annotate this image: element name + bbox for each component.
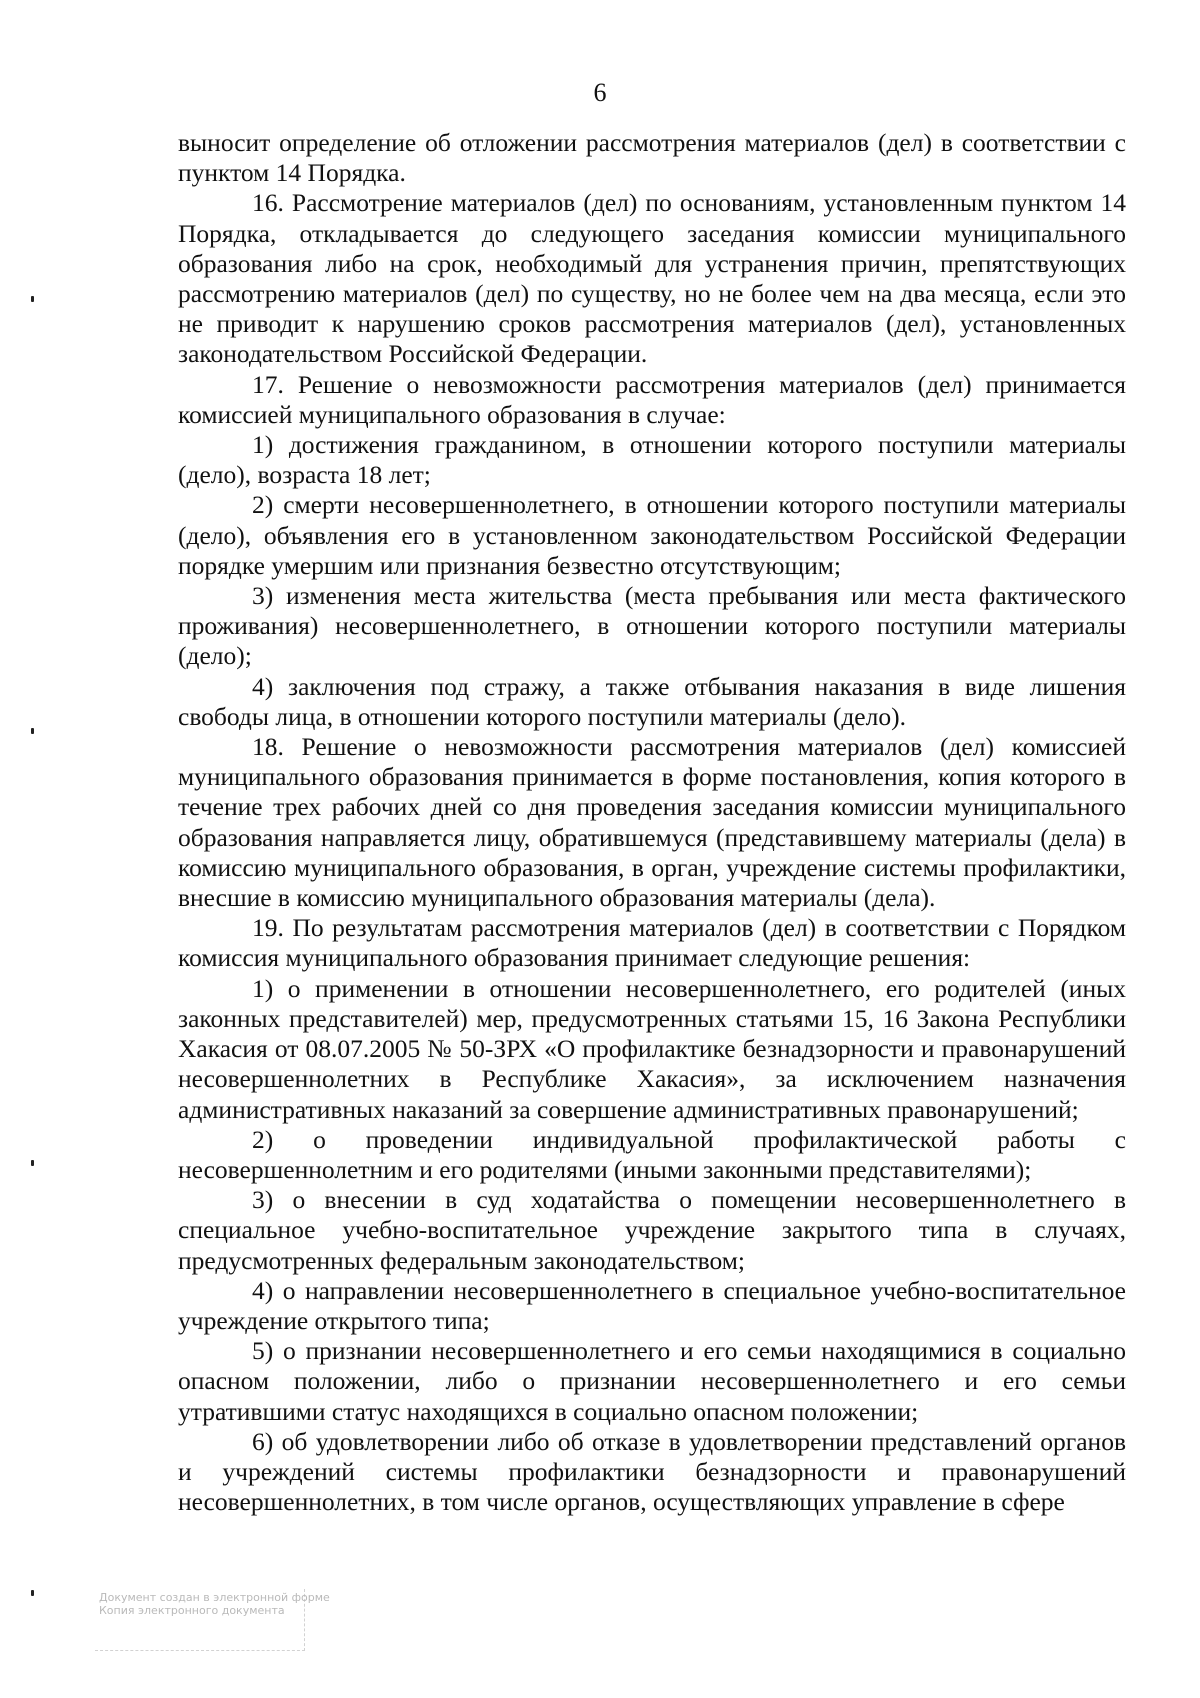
list-item: 3) изменения места жительства (места пребывания или места фактического проживания) несовершеннолетнего, в отношении которого поступили материалы (дело); [178, 581, 1126, 671]
list-item: 6) об удовлетворении либо об отказе в удовлетворении представлений органов и учреждений системы профилактики безнадзорности и правонарушений несовершеннолетних, в том числе органов, осуществляющих управление в сфере [178, 1426, 1126, 1517]
paragraph: выносит определение об отложении рассмотрения материалов (дел) в соответствии с пунктом 14 Порядка. [178, 128, 1126, 188]
margin-mark [31, 1160, 34, 1166]
paragraph: 19. По результатам рассмотрения материалов (дел) в соответствии с Порядком комиссия муниципального образования принимает следующие решения: [178, 913, 1126, 973]
stamp-line: Копия электронного документа [99, 1604, 285, 1617]
paragraph: 18. Решение о невозможности рассмотрения материалов (дел) комиссией муниципального образования принимается в форме постановления, копия которого в течение трех рабочих дней со дня проведения заседания комиссии муниципального образования направляется лицу, обратившемуся (представившему материалы (дела) в комиссию муниципального образования, в орган, учреждение системы профилактики, внесшие в комиссию муниципального образования материалы (дела). [178, 732, 1126, 913]
faint-stamp [95, 1589, 330, 1651]
document-body [178, 128, 1126, 1517]
paragraph: 16. Рассмотрение материалов (дел) по основаниям, установленным пунктом 14 Порядка, откладывается до следующего заседания комиссии муниципального образования либо на срок, необходимый для устранения причин, препятствующих рассмотрению материалов (дел) по существу, но не более чем на два месяца, если это не приводит к нарушению сроков рассмотрения материалов (дел), установленных законодательством Российской Федерации. [178, 188, 1126, 369]
margin-mark [31, 728, 34, 734]
list-item: 1) о применении в отношении несовершеннолетнего, его родителей (иных законных представителей) мер, предусмотренных статьями 15, 16 Закона Республики Хакасия от 08.07.2005 № 50-ЗРХ «О профилактике безнадзорности и правонарушений несовершеннолетних в Республике Хакасия», за исключением назначения административных наказаний за совершение административных правонарушений; [178, 973, 1126, 1124]
margin-mark [31, 296, 34, 302]
paragraph: 17. Решение о невозможности рассмотрения материалов (дел) принимается комиссией муниципального образования в случае: [178, 369, 1126, 429]
list-item: 3) о внесении в суд ходатайства о помещении несовершеннолетнего в специальное учебно-воспитательное учреждение закрытого типа в случаях, предусмотренных федеральным законодательством; [178, 1185, 1126, 1275]
list-item: 4) заключения под стражу, а также отбывания наказания в виде лишения свободы лица, в отношении которого поступили материалы (дело). [178, 671, 1126, 731]
stamp-line: Документ создан в электронной форме [99, 1591, 330, 1604]
list-item: 4) о направлении несовершеннолетнего в специальное учебно-воспитательное учреждение открытого типа; [178, 1275, 1126, 1335]
page-number: 6 [593, 78, 607, 107]
list-item: 2) о проведении индивидуальной профилактической работы с несовершеннолетним и его родителями (иными законными представителями); [178, 1124, 1126, 1184]
list-item: 1) достижения гражданином, в отношении которого поступили материалы (дело), возраста 18 лет; [178, 430, 1126, 490]
list-item: 2) смерти несовершеннолетнего, в отношении которого поступили материалы (дело), объявления его в установленном законодательством Российской Федерации порядке умершим или признания безвестно отсутствующим; [178, 490, 1126, 580]
margin-mark [31, 1590, 34, 1596]
list-item: 5) о признании несовершеннолетнего и его семьи находящимися в социально опасном положении, либо о признании несовершеннолетнего и его семьи утратившими статус находящихся в социально опасном положении; [178, 1336, 1126, 1426]
